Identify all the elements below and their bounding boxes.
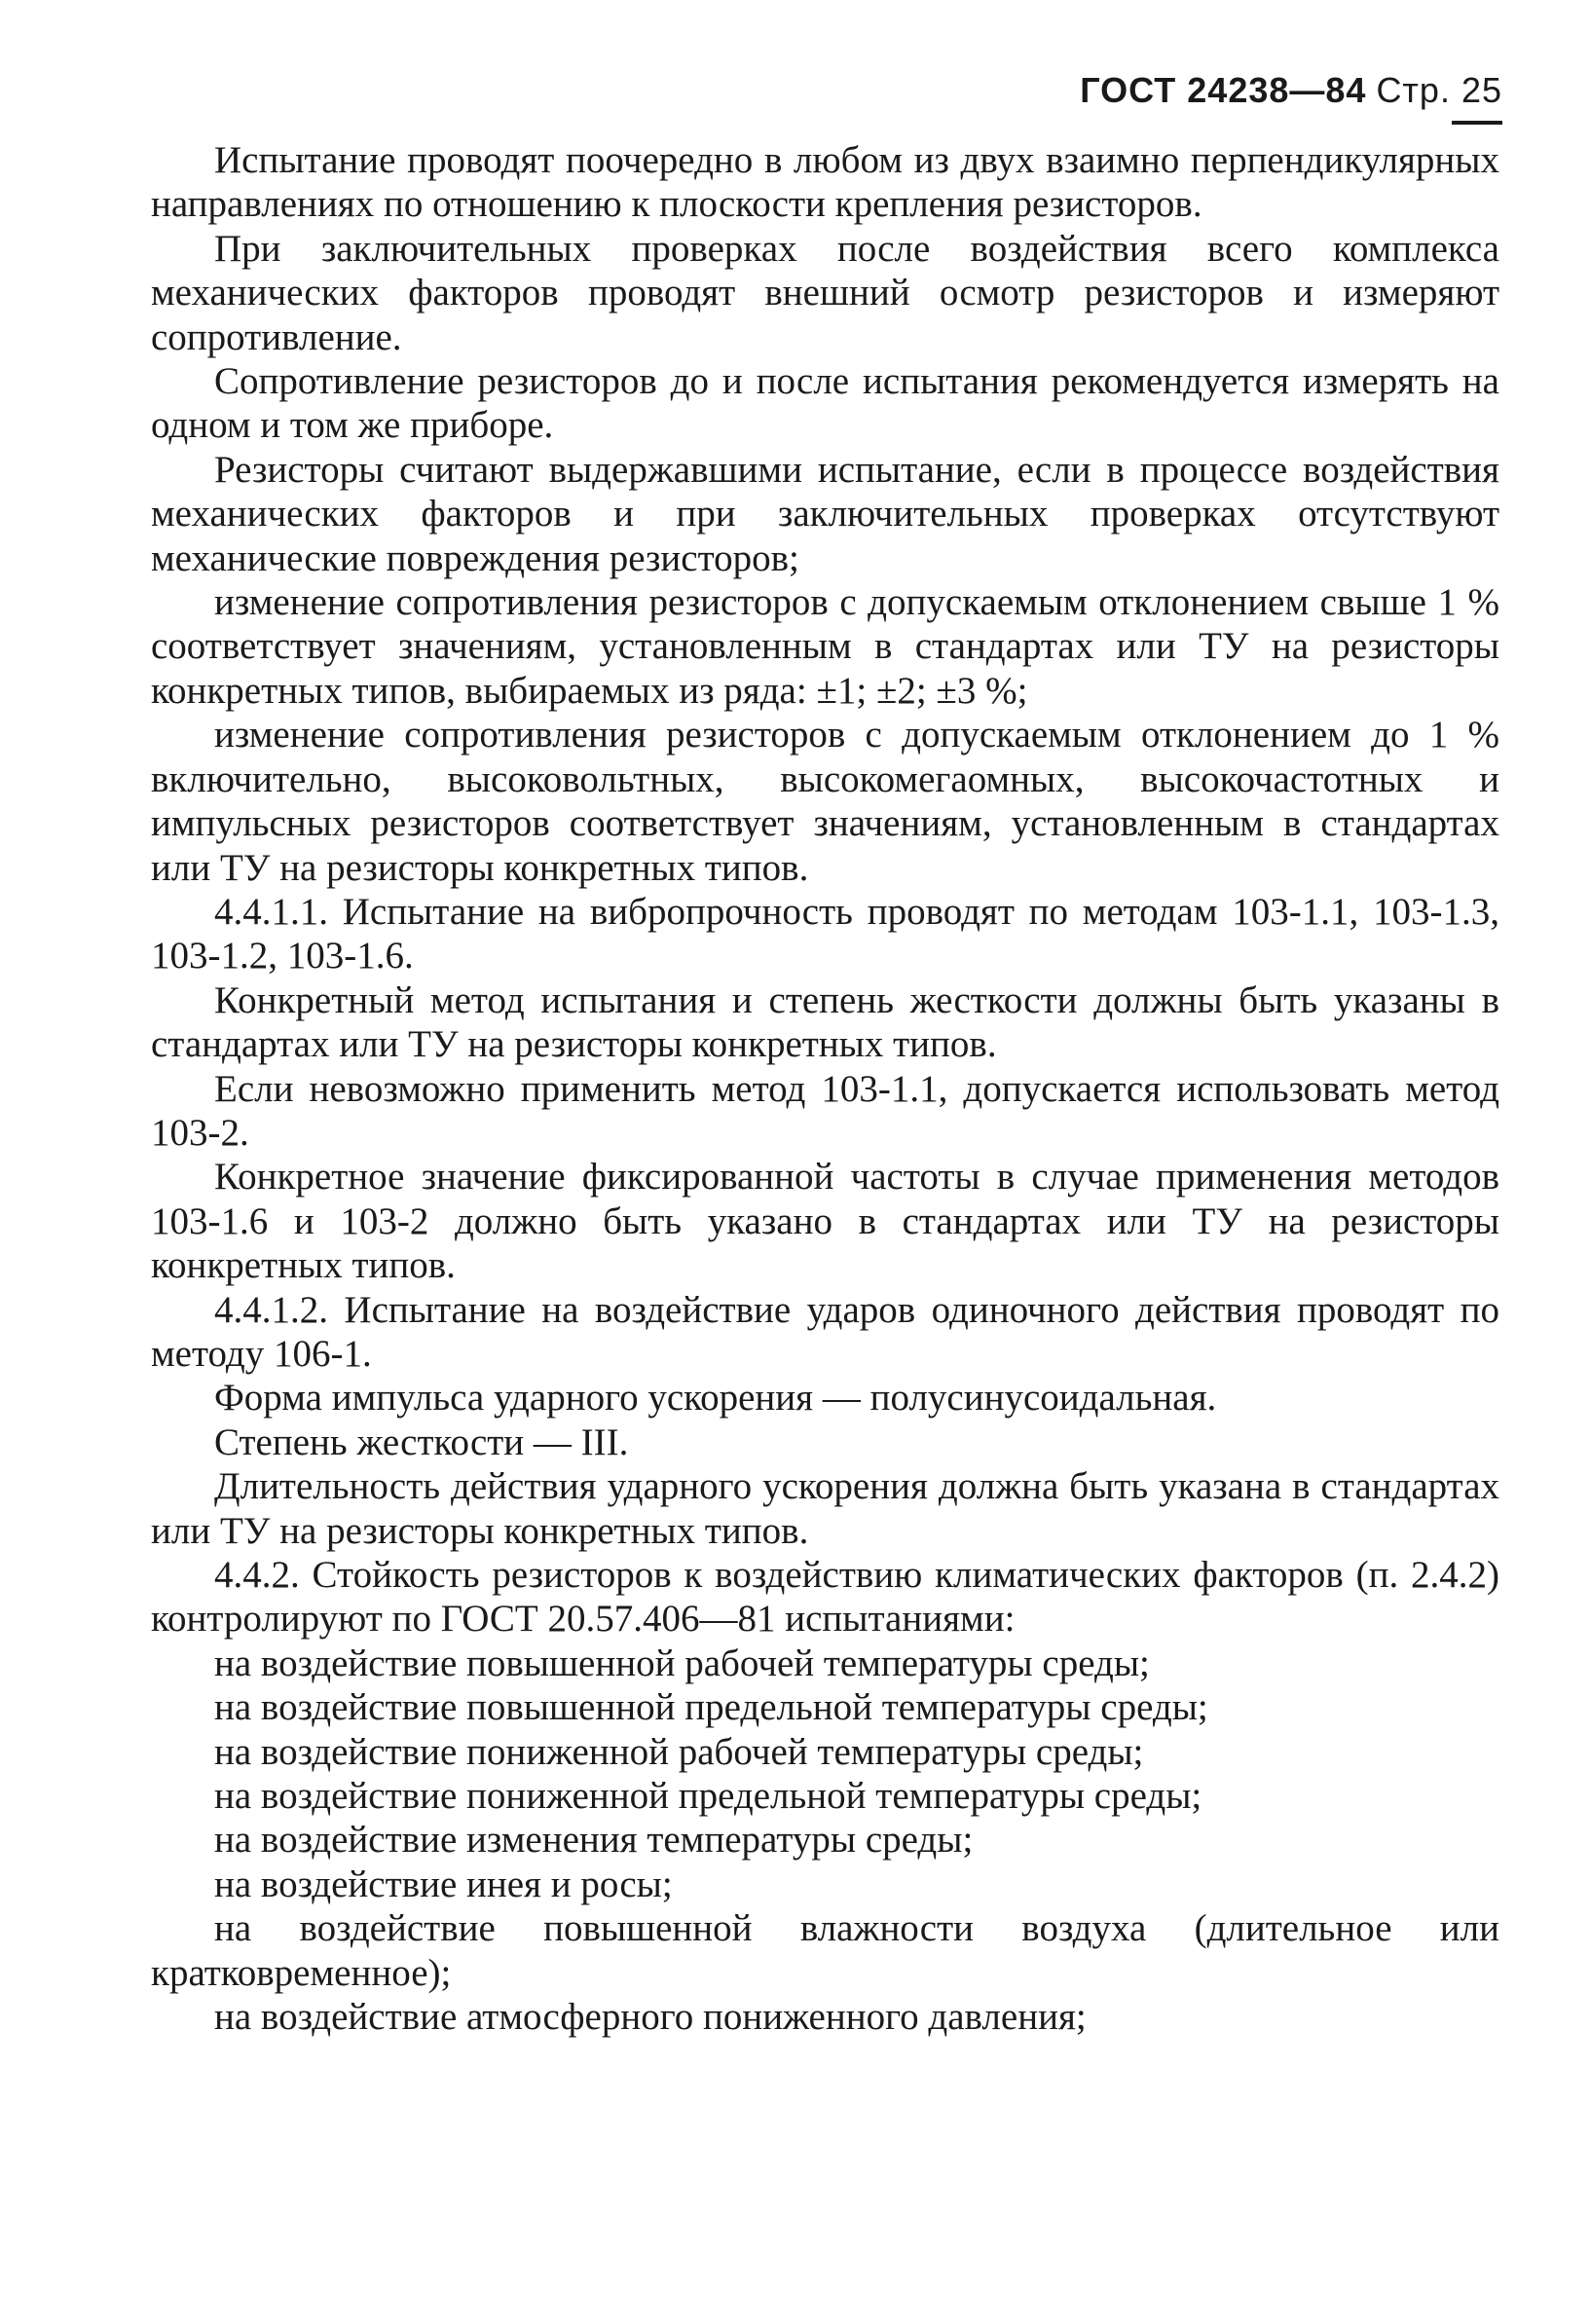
clause-4-4-1-2: 4.4.1.2. Испытание на воздействие ударов одиночного действия проводят по методу 106-1. [151, 1288, 1499, 1375]
list-item: на воздействие инея и росы; [214, 1863, 673, 1905]
standard-number: ГОСТ 24238—84 [1080, 70, 1367, 110]
document-body [151, 138, 1499, 2039]
paragraph: Если невозможно применить метод 103-1.1, допускается использовать метод 103-2. [151, 1067, 1499, 1154]
list-item: на воздействие повышенной влажности воздуха (длительное или кратковременное); [151, 1907, 1499, 1994]
paragraph: изменение сопротивления резисторов с допускаемым отклонением до 1 % включительно, высоковольтных, высокомегаомных, высокочастотных и импульсных резисторов соответствует значениям, установленным в стандартах или ТУ на резисторы конкретных типов. [151, 714, 1499, 889]
paragraph: Резисторы считают выдержавшими испытание, если в процессе воздействия механических факторов и при заключительных проверках отсутствуют механические повреждения резисторов; [151, 448, 1499, 579]
clause-4-4-1-1: 4.4.1.1. Испытание на вибропрочность проводят по методам 103-1.1, 103-1.3, 103-1.2, 103-1.6. [151, 890, 1499, 978]
list-item: на воздействие пониженной предельной температуры среды; [214, 1775, 1202, 1818]
header-rule [1452, 121, 1502, 125]
paragraph: Испытание проводят поочередно в любом из двух взаимно перпендикулярных направлениях по отношению к плоскости крепления резисторов. [151, 139, 1499, 226]
page-header [1080, 70, 1502, 111]
paragraph: изменение сопротивления резисторов с допускаемым отклонением свыше 1 % соответствует значениям, установленным в стандартах или ТУ на резисторы конкретных типов, выбираемых из ряда: ±1; ±2; ±3 %; [151, 581, 1499, 712]
list-item: на воздействие повышенной предельной температуры среды; [214, 1686, 1208, 1729]
paragraph: Конкретный метод испытания и степень жесткости должны быть указаны в стандартах или ТУ на резисторы конкретных типов. [151, 978, 1499, 1066]
list-item: на воздействие повышенной рабочей температуры среды; [214, 1642, 1150, 1684]
paragraph: Форма импульса ударного ускорения — полусинусоидальная. [214, 1377, 1217, 1420]
paragraph: Сопротивление резисторов до и после испытания рекомендуется измерять на одном и том же приборе. [151, 360, 1499, 447]
list-item: на воздействие атмосферного пониженного давления; [214, 1996, 1087, 2039]
list-item: на воздействие пониженной рабочей температуры среды; [214, 1730, 1144, 1773]
list-item: на воздействие изменения температуры среды; [214, 1819, 974, 1862]
clause-4-4-2: 4.4.2. Стойкость резисторов к воздействию климатических факторов (п. 2.4.2) контролируют по ГОСТ 20.57.406—81 испытаниями: [151, 1554, 1499, 1641]
paragraph: При заключительных проверках после воздействия всего комплекса механических факторов проводят внешний осмотр резисторов и измеряют сопротивление. [151, 227, 1499, 358]
paragraph: Длительность действия ударного ускорения должна быть указана в стандартах или ТУ на резисторы конкретных типов. [151, 1465, 1499, 1552]
paragraph: Конкретное значение фиксированной частоты в случае применения методов 103-1.6 и 103-2 должно быть указано в стандартах или ТУ на резисторы конкретных типов. [151, 1156, 1499, 1287]
paragraph: Степень жесткости — III. [214, 1420, 629, 1463]
page-number: Стр. 25 [1376, 70, 1502, 110]
